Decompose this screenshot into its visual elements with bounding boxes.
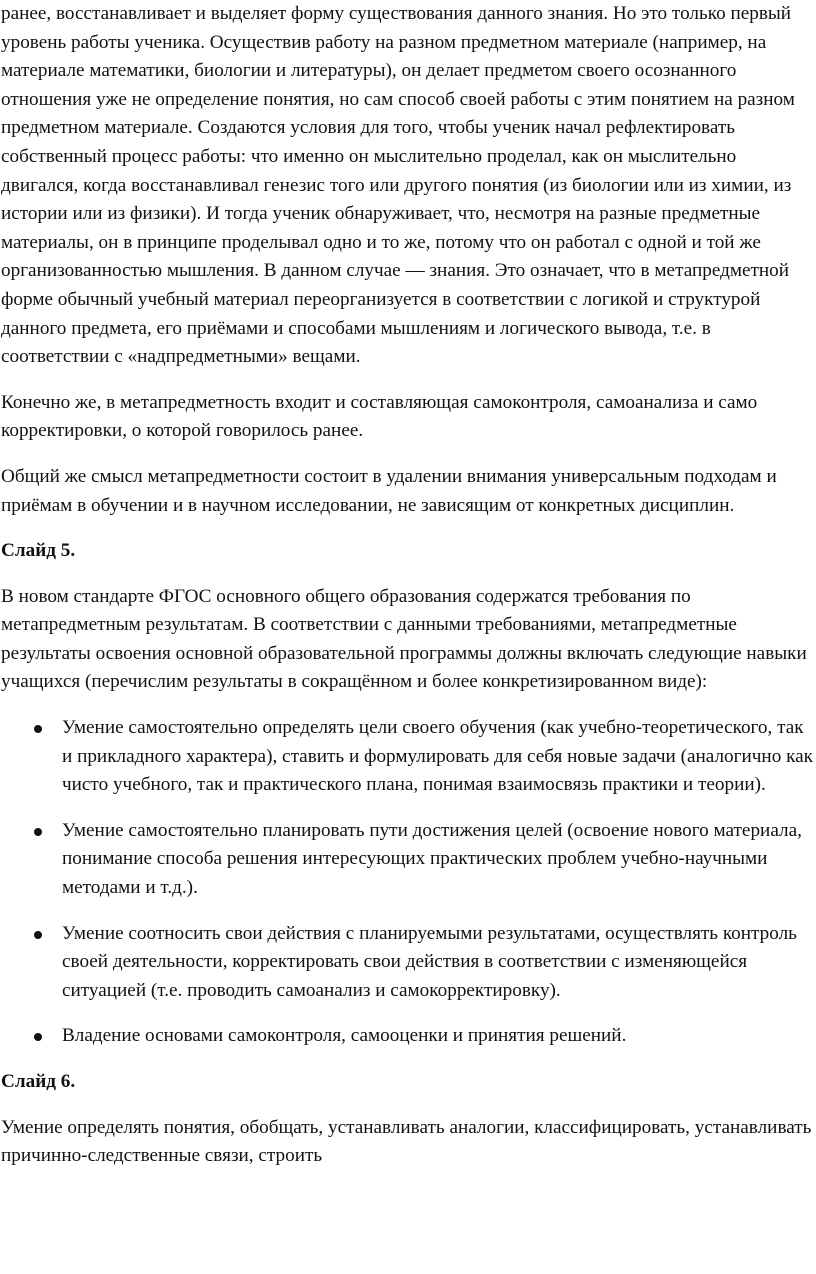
bullet-icon (34, 828, 42, 836)
skills-list (1, 714, 816, 1051)
list-item-text: Умение самостоятельно планировать пути достижения целей (освоение нового материала, понимание способа решения интересующих практических проблем учебно-научными методами и т.д.). (62, 819, 802, 899)
list-item-text: Умение соотносить свои действия с планируемыми результатами, осуществлять контроль своей деятельности, корректировать свои действия в соответствии с изменяющейся ситуацией (т.е. проводить самоанализ и самокорректировку). (62, 922, 797, 1001)
list-item-text: Владение основами самоконтроля, самооценки и принятия решений. (62, 1025, 627, 1047)
slide-6-heading: Слайд 6. (1, 1071, 76, 1092)
list-item-text: Умение самостоятельно определять цели своего обучения (как учебно-теоретического, так и прикладного характера), ставить и формулировать для себя новые задачи (аналогично как чисто учебного, так и практического плана, понимая взаимосвязь практики и теории). (62, 717, 813, 796)
list-item (1, 1022, 816, 1051)
bullet-icon (34, 931, 42, 939)
list-item (1, 920, 816, 1006)
bullet-icon (34, 725, 42, 733)
slide-5-heading: Слайд 5. (1, 540, 76, 562)
paragraph-intro: ранее, восстанавливает и выделяет форму существования данного знания. Но это только первый уровень работы ученика. Осуществив работу на разном предметном материале (например, на материале математики, биологии и литературы), он делает предметом своего осознанного отношения уже не определение понятия, но сам способ своей работы с этим понятием на разном предметном материале. Создаются условия для того, чтобы ученик начал рефлектировать собственный процесс работы: что именно он мыслительно проделал, как он мыслительно двигался, когда восстанавливал генезис того или другого понятия (из биологии или из химии, из истории или из физики). И тогда ученик обнаруживает, что, несмотря на разные предметные материалы, он в принципе проделывал одно и то же, потому что он работал с одной и той же организованностью мышления. В данном случае — знания. Это означает, что в метапредметной форме обычный учебный материал переорганизуется в соответствии с логикой и структурой данного предмета, его приёмами и способами мышлениям и логического вывода, т.е. в соответствии с «надпредметными» вещами. (1, 3, 795, 368)
bullet-icon (34, 1033, 42, 1041)
paragraph-general-meaning: Общий же смысл метапредметности состоит в удалении внимания универсальным подходам и приёмам в обучении и в научном исследовании, не зависящим от конкретных дисциплин. (1, 465, 777, 516)
paragraph-self-control: Конечно же, в метапредметность входит и составляющая самоконтроля, самоанализа и само корректировки, о которой говорилось ранее. (1, 391, 758, 442)
paragraph-skills-continued: Умение определять понятия, обобщать, устанавливать аналогии, классифицировать, устанавливать причинно-следственные связи, строить (1, 1116, 812, 1167)
list-item (1, 817, 816, 903)
list-item (1, 714, 816, 800)
paragraph-fgos-standard: В новом стандарте ФГОС основного общего образования содержатся требования по метапредметным результатам. В соответствии с данными требованиями, метапредметные результаты освоения основной образовательной программы должны включать следующие навыки учащихся (перечислим результаты в сокращённом и более конкретизированном виде): (1, 585, 807, 693)
